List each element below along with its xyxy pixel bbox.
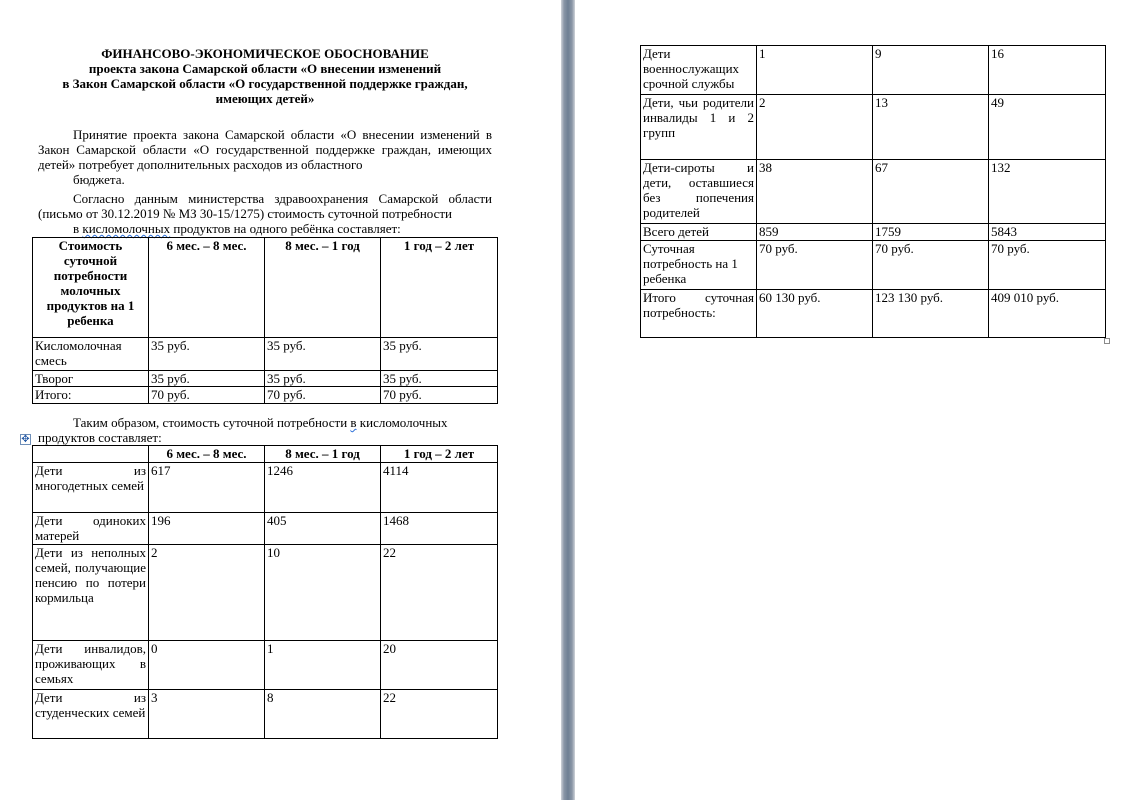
table-cell[interactable]: 1246 — [265, 463, 381, 513]
table-cell[interactable]: 859 — [757, 224, 873, 241]
heading-line-4: имеющих детей» — [215, 91, 315, 106]
table-header-row — [33, 446, 498, 463]
table-header-row — [33, 238, 498, 338]
page-separator — [561, 0, 575, 800]
paragraph-ministry-text: Согласно данным министерства здравоохранения Самарской области (письмо от 30.12.2019 № МЗ 30-15/1275) стоимость суточной потребности — [38, 191, 492, 221]
table-cell-label[interactable]: Дети инвалидов, проживающих в семьях — [33, 641, 149, 690]
table-cell[interactable]: 16 — [989, 46, 1106, 95]
table-cell-label[interactable]: Дети из студенческих семей — [33, 690, 149, 739]
table-cell[interactable]: 9 — [873, 46, 989, 95]
table-cell[interactable]: 35 руб. — [265, 371, 381, 387]
document-heading — [35, 46, 495, 106]
paragraph-ministry-prefix: в — [73, 221, 83, 236]
table-cell[interactable]: 1 — [265, 641, 381, 690]
move-arrows-icon[interactable]: ✥ — [21, 434, 30, 445]
table-row — [33, 513, 498, 545]
table-row — [33, 371, 498, 387]
paragraph-ministry-suffix: продуктов на одного ребёнка составляет: — [170, 221, 401, 236]
spellcheck-word[interactable]: кисломолочных — [82, 221, 171, 236]
table-row — [33, 338, 498, 371]
spellcheck-word[interactable]: в — [350, 415, 357, 430]
resize-square-icon[interactable] — [1104, 338, 1110, 344]
table-cell[interactable]: 10 — [265, 545, 381, 641]
table-row — [641, 224, 1106, 241]
paragraph-summary-suffix: кисломолочных — [356, 415, 448, 430]
table-row — [641, 241, 1106, 290]
table-cell[interactable]: 132 — [989, 160, 1106, 224]
table-row — [33, 463, 498, 513]
table-cell-label[interactable]: Итого: — [33, 387, 149, 404]
table-cell-label[interactable]: Творог — [33, 371, 149, 387]
table-cell-label[interactable]: Дети из многодетных семей — [33, 463, 149, 513]
document-page-left — [0, 0, 561, 800]
table-cell[interactable]: 35 руб. — [149, 338, 265, 371]
table-row — [33, 690, 498, 739]
table-cell[interactable]: 70 руб. — [149, 387, 265, 404]
heading-line-2: проекта закона Самарской области «О внесении изменений — [88, 61, 442, 76]
table-header-cell[interactable]: 1 год – 2 лет — [381, 446, 498, 463]
table-header-cell[interactable]: 6 мес. – 8 мес. — [149, 238, 265, 338]
table-cell[interactable]: 22 — [381, 545, 498, 641]
paragraph-intro-text: Принятие проекта закона Самарской области «О внесении изменений в Закон Самарской области «О государственной поддержке граждан, имеющих детей» потребует дополнительных расходов из областного — [38, 127, 492, 172]
table-cell[interactable]: 123 130 руб. — [873, 290, 989, 338]
table-row — [33, 387, 498, 404]
table-cell[interactable]: 70 руб. — [873, 241, 989, 290]
table-row — [641, 160, 1106, 224]
table-header-cell[interactable]: 8 мес. – 1 год — [265, 446, 381, 463]
table-cell[interactable]: 22 — [381, 690, 498, 739]
table-row — [33, 545, 498, 641]
table-header-cell[interactable]: 8 мес. – 1 год — [265, 238, 381, 338]
paragraph-summary[interactable] — [38, 415, 492, 445]
paragraph-summary-prefix: Таким образом, стоимость суточной потребности — [73, 415, 351, 430]
table-cell-label[interactable]: Суточная потребность на 1 ребенка — [641, 241, 757, 290]
table-cell[interactable]: 70 руб. — [757, 241, 873, 290]
table-row — [641, 46, 1106, 95]
table-cell[interactable]: 8 — [265, 690, 381, 739]
table-children-count[interactable] — [32, 445, 498, 739]
table-cell[interactable]: 70 руб. — [265, 387, 381, 404]
table-header-cell[interactable]: 1 год – 2 лет — [381, 238, 498, 338]
table-cell[interactable]: 0 — [149, 641, 265, 690]
table-cell[interactable]: 409 010 руб. — [989, 290, 1106, 338]
table-cell-label[interactable]: Дети из неполных семей, получающие пенсию по потери кормильца — [33, 545, 149, 641]
table-cell-label[interactable]: Кисломолочная смесь — [33, 338, 149, 371]
table-cell[interactable]: 4114 — [381, 463, 498, 513]
table-cell-label[interactable]: Всего детей — [641, 224, 757, 241]
paragraph-intro[interactable] — [38, 127, 492, 187]
table-cell[interactable]: 70 руб. — [381, 387, 498, 404]
table-header-cell[interactable]: Стоимость суточной потребности молочных продуктов на 1 ребенка — [33, 238, 149, 338]
table-row — [33, 641, 498, 690]
table-cell[interactable]: 3 — [149, 690, 265, 739]
table-cell[interactable]: 2 — [149, 545, 265, 641]
heading-line-3: в Закон Самарской области «О государственной поддержке граждан, — [62, 76, 468, 91]
paragraph-intro-last-line: бюджета. — [73, 172, 125, 187]
table-cell-label[interactable]: Дети, чьи родители инвалиды 1 и 2 групп — [641, 95, 757, 160]
table-row — [641, 290, 1106, 338]
table-cell[interactable]: 35 руб. — [149, 371, 265, 387]
table-children-count-continued[interactable] — [640, 45, 1106, 338]
table-cell[interactable]: 617 — [149, 463, 265, 513]
table-daily-cost[interactable] — [32, 237, 498, 404]
table-header-cell[interactable]: 6 мес. – 8 мес. — [149, 446, 265, 463]
table-cell[interactable]: 20 — [381, 641, 498, 690]
table-cell[interactable]: 1 — [757, 46, 873, 95]
table-cell[interactable]: 5843 — [989, 224, 1106, 241]
table-cell[interactable]: 38 — [757, 160, 873, 224]
table-cell-label[interactable]: Дети военнослужащих срочной службы — [641, 46, 757, 95]
table-cell-label[interactable]: Дети-сироты и дети, оставшиеся без попечения родителей — [641, 160, 757, 224]
table-cell[interactable]: 2 — [757, 95, 873, 160]
paragraph-summary-last-line: продуктов составляет: — [38, 430, 162, 445]
table-cell-label[interactable]: Дети одиноких матерей — [33, 513, 149, 545]
table-cell[interactable]: 405 — [265, 513, 381, 545]
table-cell-label[interactable]: Итого суточная потребность: — [641, 290, 757, 338]
table-cell[interactable]: 35 руб. — [381, 371, 498, 387]
table-row — [641, 95, 1106, 160]
table-cell[interactable]: 35 руб. — [265, 338, 381, 371]
table-cell[interactable]: 70 руб. — [989, 241, 1106, 290]
paragraph-ministry-last-line — [38, 221, 492, 236]
heading-line-1: ФИНАНСОВО-ЭКОНОМИЧЕСКОЕ ОБОСНОВАНИЕ — [101, 46, 429, 61]
table-header-cell[interactable] — [33, 446, 149, 463]
table-cell[interactable]: 13 — [873, 95, 989, 160]
table-cell[interactable]: 67 — [873, 160, 989, 224]
table-cell[interactable]: 35 руб. — [381, 338, 498, 371]
table-cell[interactable]: 1759 — [873, 224, 989, 241]
table-cell[interactable]: 196 — [149, 513, 265, 545]
table-cell[interactable]: 49 — [989, 95, 1106, 160]
table-cell[interactable]: 1468 — [381, 513, 498, 545]
table-cell[interactable]: 60 130 руб. — [757, 290, 873, 338]
paragraph-ministry[interactable] — [38, 191, 492, 236]
